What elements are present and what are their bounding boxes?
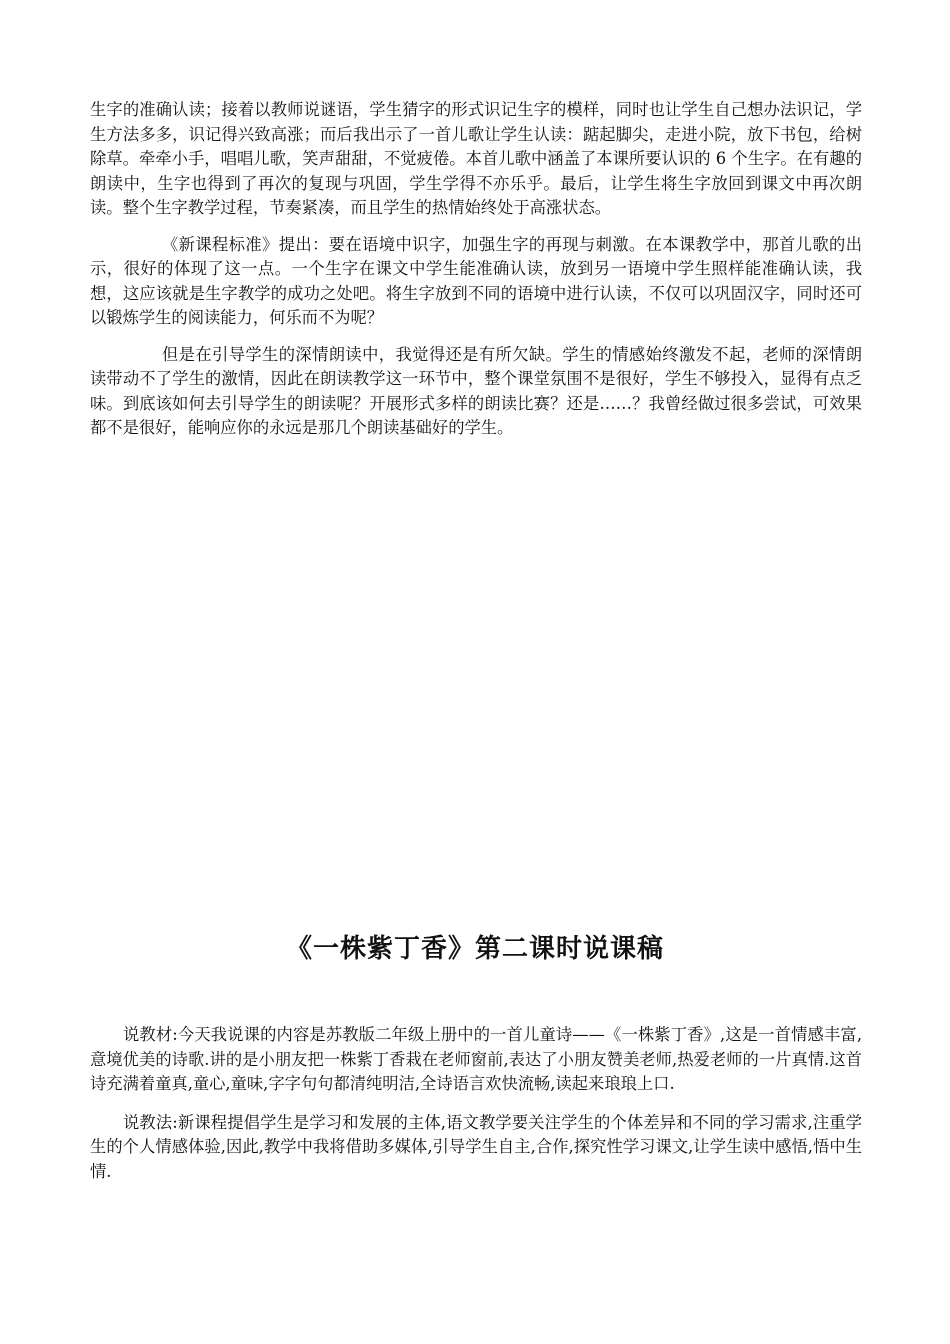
paragraph-curriculum-standard: 《新课程标准》提出：要在语境中识字，加强生字的再现与刺激。在本课教学中，那首儿歌的出示，很好的体现了这一点。一个生字在课文中学生能准确认读，放到另一语境中学生照样能准确认读，我想，这应该就是生字教学的成功之处吧。将生字放到不同的语境中进行认读，不仅可以巩固汉字，同时还可以锻炼学生的阅读能力，何乐而不为呢？ <box>90 234 862 327</box>
paragraph-literacy-process: 生字的准确认读；接着以教师说谜语，学生猜字的形式识记生字的模样，同时也让学生自己想办法识记，学生方法多多，识记得兴致高涨；而后我出示了一首儿歌让学生认读：踮起脚尖，走进小院，放下书包，给树除草。牵牵小手，唱唱儿歌，笑声甜甜，不觉疲倦。本首儿歌中涵盖了本课所要认识的 6 个生字。在有趣的朗读中，生字也得到了再次的复现与巩固，学生学得不亦乐乎。最后，让学生将生字放回到课文中再次朗读。整个生字教学过程，节奏紧凑，而且学生的热情始终处于高涨状态。 <box>90 100 862 217</box>
document-title: 《一株紫丁香》第二课时说课稿 <box>285 934 664 964</box>
paragraph-teaching-material: 说教材:今天我说课的内容是苏教版二年级上册中的一首儿童诗——《一株紫丁香》,这是一首情感丰富,意境优美的诗歌.讲的是小朋友把一株紫丁香栽在老师窗前,表达了小朋友赞美老师,热爱老师的一片真情.这首诗充满着童真,童心,童味,字字句句都清纯明洁,全诗语言欢快流畅,读起来琅琅上口. <box>90 1025 862 1093</box>
lesson-plan-section <box>90 1023 862 1198</box>
paragraph-teaching-method: 说教法:新课程提倡学生是学习和发展的主体,语文教学要关注学生的个体差异和不同的学习需求,注重学生的个人情感体验,因此,教学中我将借助多媒体,引导学生自主,合作,探究性学习课文,让学生读中感悟,悟中生情. <box>90 1112 862 1181</box>
previous-section <box>90 98 862 453</box>
paragraph-reading-reflection: 但是在引导学生的深情朗读中，我觉得还是有所欠缺。学生的情感始终激发不起，老师的深情朗读带动不了学生的激情，因此在朗读教学这一环节中，整个课堂氛围不是很好，学生不够投入，显得有点乏味。到底该如何去引导学生的朗读呢？开展形式多样的朗读比赛？还是……？我曾经做过很多尝试，可效果都不是很好，能响应你的永远是那几个朗读基础好的学生。 <box>90 344 862 437</box>
